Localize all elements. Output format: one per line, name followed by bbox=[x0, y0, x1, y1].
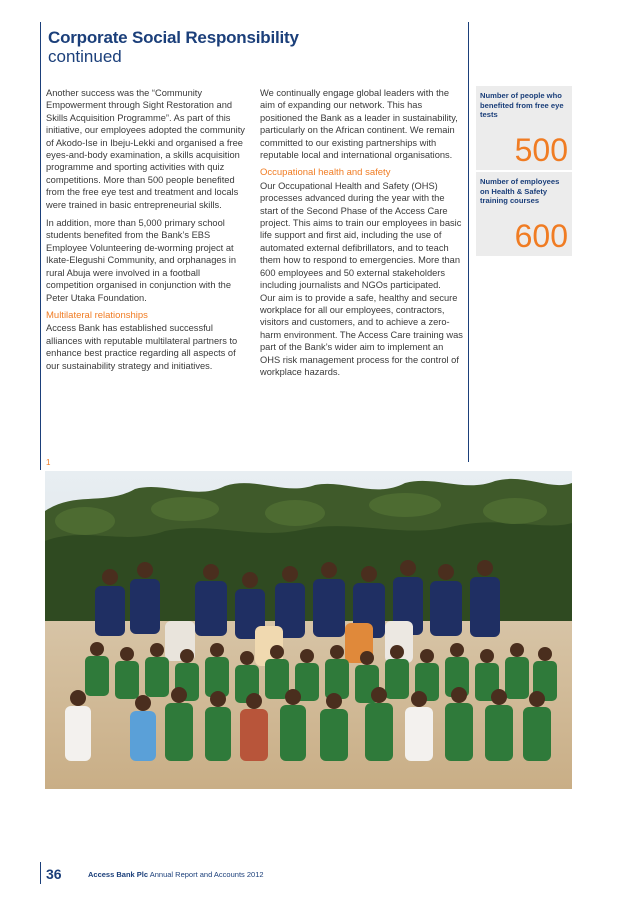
page-subtitle: continued bbox=[48, 47, 122, 66]
stat-box-eye-tests bbox=[476, 86, 572, 170]
paragraph: We continually engage global leaders with the aim of expanding our network. This has positioned the Bank as a leader in sustainability, particularly on the African continent. We remain committed to our existing partnerships with reputable local and international organisations. bbox=[260, 88, 458, 161]
stat-label: Number of employees on Health & Safety training courses bbox=[480, 177, 560, 206]
section-heading-multilateral: Multilateral relationships bbox=[46, 309, 148, 321]
section-heading-ohs: Occupational health and safety bbox=[260, 167, 391, 179]
stat-value: 600 bbox=[514, 218, 568, 254]
group-photo bbox=[45, 471, 572, 789]
text-column-2 bbox=[260, 87, 463, 384]
footer-text bbox=[88, 870, 264, 879]
page-number: 36 bbox=[46, 866, 62, 882]
photo-number: 1 bbox=[46, 458, 51, 467]
column-divider-rule bbox=[468, 22, 469, 462]
footer-brand: Access Bank Plc bbox=[88, 870, 149, 879]
paragraph: Our aim is to provide a safe, healthy and secure workplace for all our employees, contractors, visitors and customers, and to achieve a zero-harm environment. The Access Care training was part of the Bank’s wider aim to implement an OHS risk management process for the control of workplace hazards. bbox=[260, 292, 463, 377]
page-title: Corporate Social Responsibility bbox=[48, 28, 299, 47]
footer-report: Annual Report and Accounts 2012 bbox=[149, 870, 264, 879]
footer-margin-rule bbox=[40, 862, 41, 884]
paragraph: In addition, more than 5,000 primary school students benefited from the Bank’s EBS Employee Volunteering de-worming project at Ikate-Elegushi Community, and orphanages in rural Abuja were involved in a football competition organised in conjunction with the Peter Utaka Foundation. bbox=[46, 218, 237, 303]
text-column-1 bbox=[46, 87, 250, 378]
stat-label: Number of people who benefited from free eye tests bbox=[480, 91, 564, 120]
paragraph: Our Occupational Health and Safety (OHS) processes advanced during the year with the start of the Second Phase of the Access Care project. This aims to train our employees in basic life support and first aid, including the use of automated external defibrillators, and to teach them how to respond to emergencies. More than 600 employees and 50 external stakeholders including journalists and NGOs participated. bbox=[260, 180, 462, 291]
paragraph: Access Bank has established successful alliances with reputable multilateral partners to enhance best practice regarding all aspects of our sustainability strategy and initiatives. bbox=[46, 323, 238, 371]
stat-box-safety-training bbox=[476, 172, 572, 256]
left-margin-rule bbox=[40, 22, 41, 470]
stat-value: 500 bbox=[514, 132, 568, 168]
paragraph: Another success was the “Community Empowerment through Sight Restoration and Skills Acquisition Programme”. As part of this initiative, our employees adopted the community of Akodo-Ise in Ibeju-Lekki and organised a free eyes-and-body examination, a skills acquisition programme and sporting activities with quiz competitions. More than 500 people benefited from the free eye test and treatment and locals were trained in basic entrepreneurial skills. bbox=[46, 88, 245, 210]
